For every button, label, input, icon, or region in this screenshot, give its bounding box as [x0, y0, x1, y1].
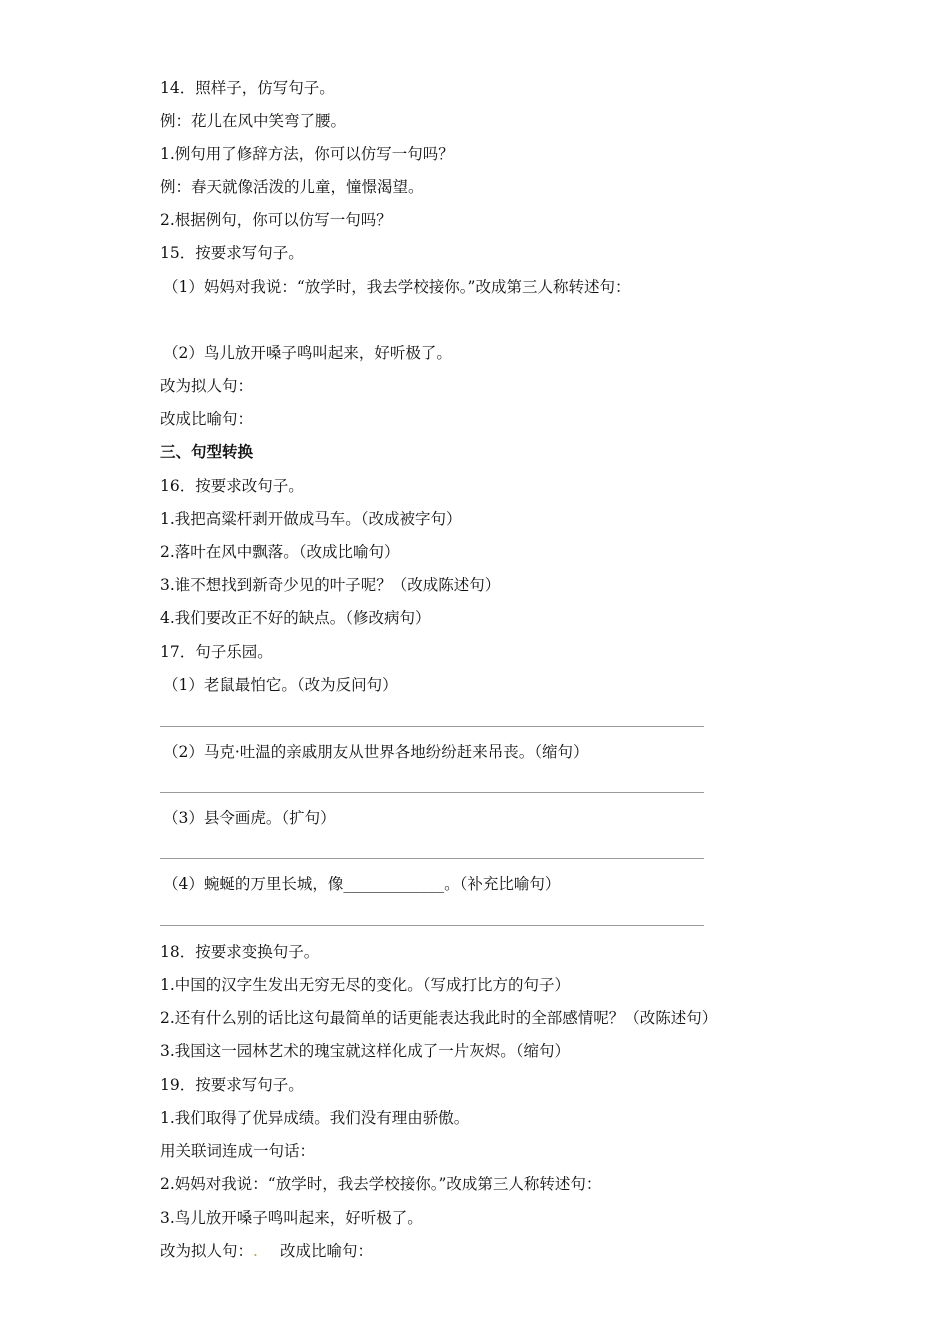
q15-item-1: （1）妈妈对我说：“放学时，我去学校接你。”改成第三人称转述句： [163, 278, 631, 296]
q19-item-2: 2.妈妈对我说：“放学时，我去学校接你。”改成第三人称转述句： [160, 1175, 602, 1193]
answer-line [160, 858, 704, 859]
answer-line [160, 925, 704, 926]
question-17: 17．句子乐园。 [160, 643, 273, 661]
q14-item-1: 1.例句用了修辞方法，你可以仿写一句吗？ [160, 145, 454, 163]
question-16: 16．按要求改句子。 [160, 477, 304, 495]
q17-item-1: （1）老鼠最怕它。（改为反问句） [163, 676, 398, 694]
question-14: 14．照样子，仿写句子。 [160, 79, 335, 97]
q15-personification-prompt: 改为拟人句： [160, 377, 254, 395]
question-18: 18．按要求变换句子。 [160, 943, 320, 961]
q18-item-1: 1.中国的汉字生发出无穷无尽的变化。（写成打比方的句子） [160, 976, 571, 994]
q19-prompts [160, 1241, 373, 1261]
q17-item-2: （2）马克·吐温的亲戚朋友从世界各地纷纷赶来吊丧。（缩句） [163, 743, 589, 761]
q18-item-2: 2.还有什么别的话比这句最简单的话更能表达我此时的全部感情呢？（改陈述句） [160, 1009, 718, 1027]
q19-conjunction-prompt: 用关联词连成一句话： [160, 1142, 316, 1160]
q16-item-4: 4.我们要改正不好的缺点。（修改病句） [160, 609, 431, 627]
q19-item-1: 1.我们取得了优异成绩。我们没有理由骄傲。 [160, 1109, 470, 1127]
q15-item-2: （2）鸟儿放开嗓子鸣叫起来，好听极了。 [163, 344, 452, 362]
q19-personification-prompt: 改为拟人句： [160, 1242, 254, 1260]
q15-metaphor-prompt: 改成比喻句： [160, 410, 254, 428]
section-heading-3: 三、句型转换 [160, 442, 254, 461]
q14-example-1: 例：花儿在风中笑弯了腰。 [160, 112, 347, 130]
q17-item-4: （4）蜿蜒的万里长城，像_____________。（补充比喻句） [163, 875, 561, 893]
answer-line [160, 792, 704, 793]
q16-item-1: 1.我把高粱杆剥开做成马车。（改成被字句） [160, 510, 462, 528]
q19-item-3: 3.鸟儿放开嗓子鸣叫起来，好听极了。 [160, 1209, 423, 1227]
q14-item-2: 2.根据例句，你可以仿写一句吗？ [160, 211, 392, 229]
q19-metaphor-prompt: 改成比喻句： [279, 1242, 373, 1260]
stray-dot: . [253, 1242, 258, 1260]
q17-item-3: （3）县令画虎。（扩句） [163, 809, 336, 827]
question-19: 19．按要求写句子。 [160, 1076, 304, 1094]
q18-item-3: 3.我国这一园林艺术的瑰宝就这样化成了一片灰烬。（缩句） [160, 1042, 571, 1060]
q16-item-3: 3.谁不想找到新奇少见的叶子呢？（改成陈述句） [160, 576, 501, 594]
q14-example-2: 例：春天就像活泼的儿童，憧憬渴望。 [160, 178, 424, 196]
question-15: 15．按要求写句子。 [160, 244, 304, 262]
q16-item-2: 2.落叶在风中飘落。（改成比喻句） [160, 543, 400, 561]
answer-line [160, 726, 704, 727]
